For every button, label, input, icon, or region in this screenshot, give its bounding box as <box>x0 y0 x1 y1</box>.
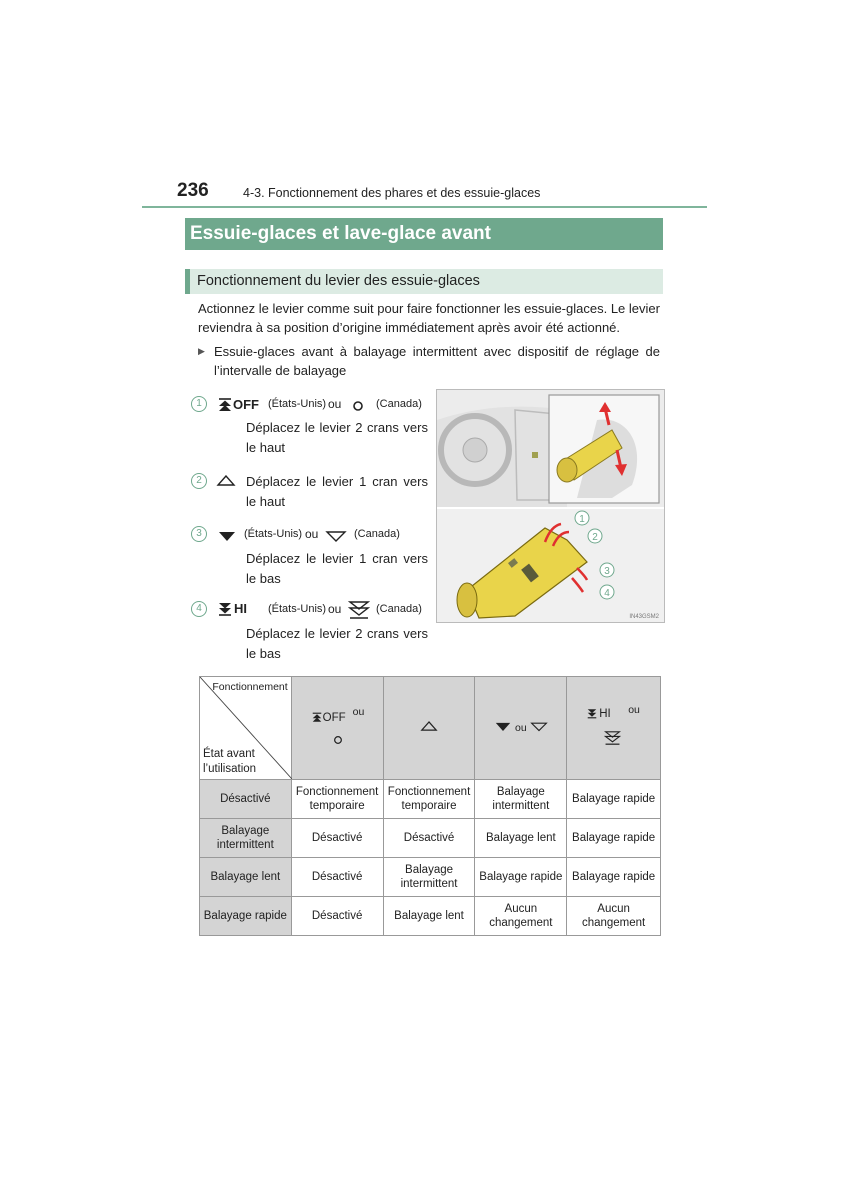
col-header-hi <box>567 677 661 780</box>
corner-state-label-1: État avant <box>203 748 255 760</box>
page-number: 236 <box>177 180 209 201</box>
chapter-title: 4-3. Fonctionnement des phares et des essuie-glaces <box>243 186 541 200</box>
item3-ca: (Canada) <box>354 528 400 540</box>
table-cell: Balayage rapide <box>567 819 661 858</box>
table-row <box>200 819 661 858</box>
table-row <box>200 780 661 819</box>
item3-ou: ou <box>305 527 319 541</box>
table-cell: Balayage rapide <box>567 858 661 897</box>
item3-us: (États-Unis) <box>244 528 303 540</box>
corner-state-label-2: l’utilisation <box>203 763 257 775</box>
col-header-down1 <box>475 677 567 780</box>
subsection-title <box>185 269 663 294</box>
table-cell: Fonctionnement temporaire <box>291 780 383 819</box>
col-down-filled-icon <box>494 723 515 735</box>
intro-paragraph: Actionnez le levier comme suit pour faire fonctionner les essuie-glaces. Le levier reviendra à sa position d’origine immédiatement après avoir été actionné. <box>198 301 660 335</box>
item1-us: (États-Unis) <box>268 398 327 410</box>
up-outline-icon <box>216 474 236 492</box>
col-hi-fast-outline-icon <box>604 730 621 750</box>
item4-ou: ou <box>328 602 342 616</box>
item4-us: (États-Unis) <box>268 603 327 615</box>
table-row <box>200 897 661 936</box>
item2-desc: Déplacez le levier 1 cran vers le haut <box>246 474 428 509</box>
table-corner-cell <box>200 677 292 780</box>
item1-ca: (Canada) <box>376 398 422 410</box>
col-up-outline-icon <box>420 723 438 735</box>
table-row <box>200 858 661 897</box>
row-state: Balayage rapide <box>200 897 292 936</box>
corner-operation-label: Fonctionnement <box>212 681 288 693</box>
table-cell: Balayage rapide <box>567 780 661 819</box>
table-cell: Balayage intermittent <box>383 858 475 897</box>
table-cell: Désactivé <box>383 819 475 858</box>
header-rule <box>142 206 707 208</box>
illus-callout-3: 3 <box>604 566 610 577</box>
wiper-mist-circle-icon <box>352 399 364 417</box>
illus-callout-4: 4 <box>604 588 610 599</box>
operation-table <box>199 676 661 936</box>
col-hi-down2-icon <box>587 708 597 723</box>
col-off-up2-icon <box>312 712 322 727</box>
col-hi-ou: ou <box>628 704 640 716</box>
col-down-ou: ou <box>515 721 527 734</box>
row-state: Balayage lent <box>200 858 292 897</box>
illustration-code: IN43GSM2 <box>629 614 659 620</box>
wiper-lever-illustration <box>436 389 665 623</box>
item4-ca: (Canada) <box>376 603 422 615</box>
bullet-text: Essuie-glaces avant à balayage intermittent avec dispositif de réglage de l’intervalle de balayage <box>214 344 660 378</box>
item1-desc: Déplacez le levier 2 crans vers le haut <box>246 420 428 455</box>
col-off-label: OFF <box>322 712 346 724</box>
down-filled-icon <box>217 529 237 547</box>
hi-symbol: HI <box>234 601 247 616</box>
table-cell: Balayage rapide <box>475 858 567 897</box>
table-cell: Aucun changement <box>567 897 661 936</box>
item3-desc: Déplacez le levier 1 cran vers le bas <box>246 551 428 586</box>
subsection-accent <box>185 269 190 294</box>
callout-4: 4 <box>191 601 207 617</box>
bullet-triangle-icon: ▶ <box>198 346 205 356</box>
table-cell: Balayage intermittent <box>475 780 567 819</box>
table-cell: Aucun changement <box>475 897 567 936</box>
table-cell: Fonctionnement temporaire <box>383 780 475 819</box>
col-off-ou: ou <box>352 706 365 718</box>
table-cell: Désactivé <box>291 858 383 897</box>
col-hi-label: HI <box>599 708 611 720</box>
table-cell: Désactivé <box>291 819 383 858</box>
callout-2: 2 <box>191 473 207 489</box>
section-title: Essuie-glaces et lave-glace avant <box>185 218 663 250</box>
illus-callout-1: 1 <box>579 514 585 525</box>
table-cell: Balayage lent <box>475 819 567 858</box>
col-header-up1 <box>383 677 475 780</box>
table-cell: Désactivé <box>291 897 383 936</box>
item4-desc: Déplacez le levier 2 crans vers le bas <box>246 626 428 661</box>
wiper-fast-outline-icon <box>348 600 370 625</box>
col-off-circle-icon <box>333 735 343 749</box>
off-symbol: OFF <box>233 397 259 412</box>
illus-callout-2: 2 <box>592 532 598 543</box>
col-down-outline-icon <box>530 723 548 735</box>
wiper-down2-icon <box>218 602 232 621</box>
row-state: Balayage intermittent <box>200 819 292 858</box>
row-state: Désactivé <box>200 780 292 819</box>
col-header-off <box>291 677 383 780</box>
callout-1: 1 <box>191 396 207 412</box>
subsection-title-text: Fonctionnement du levier des essuie-glaces <box>197 273 480 289</box>
down-outline-icon <box>325 529 347 547</box>
wiper-up2-icon <box>218 398 232 417</box>
table-cell: Balayage lent <box>383 897 475 936</box>
callout-3: 3 <box>191 526 207 542</box>
item1-ou: ou <box>328 397 342 411</box>
